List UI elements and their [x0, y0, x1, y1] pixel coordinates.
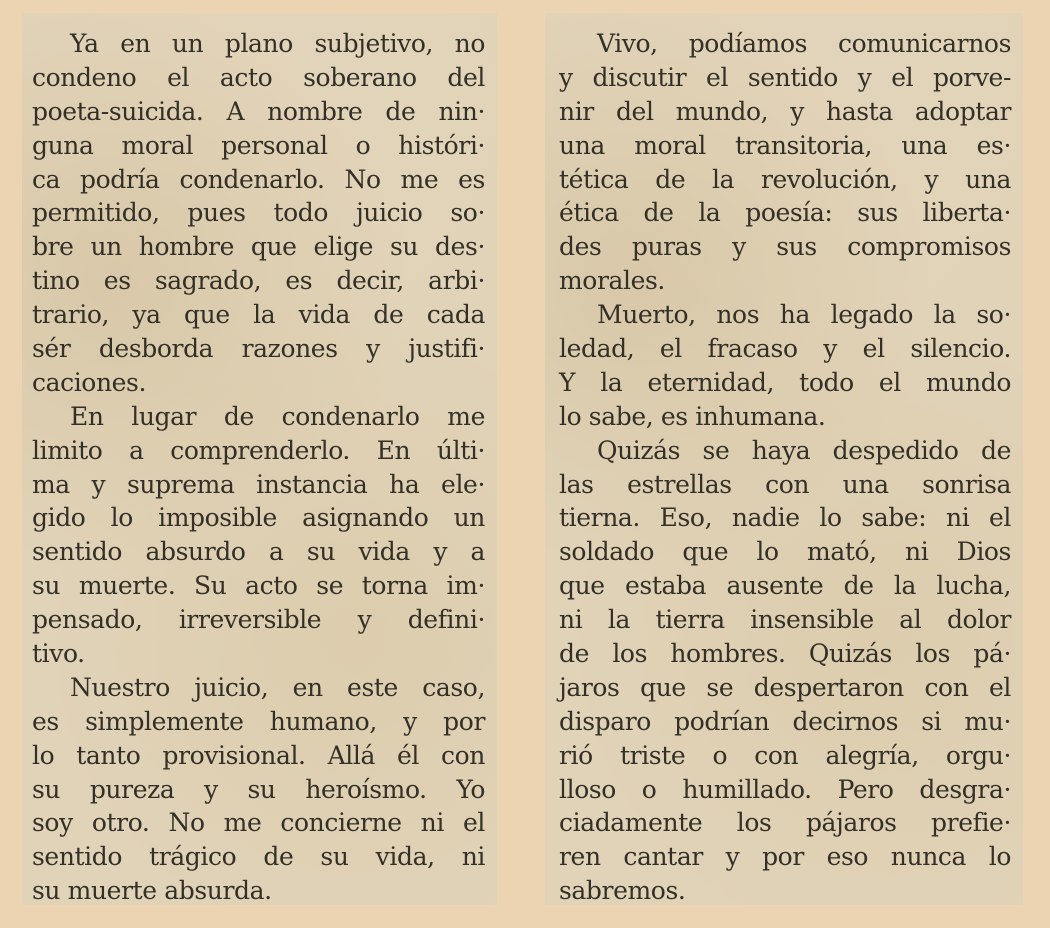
paragraph [559, 27, 1011, 298]
text-line: pensado, irreversible y defini· [32, 605, 485, 635]
text-line: caciones. [32, 367, 147, 397]
text-line: rió triste o con alegría, orgu· [559, 740, 1011, 770]
text-line: lo sabe, es inhumana. [559, 401, 826, 431]
text-line: soy otro. No me concierne ni el [32, 808, 485, 838]
text-line: guna moral personal o históri· [32, 130, 485, 160]
text-line: ledad, el fracaso y el silencio. [559, 334, 1011, 364]
text-line: En lugar de condenarlo me [70, 401, 485, 431]
text-line: y discutir el sentido y el porve- [559, 62, 1011, 92]
text-line: soldado que lo mató, ni Dios [559, 537, 1011, 567]
text-line: poeta-suicida. A nombre de nin· [32, 96, 485, 126]
text-line: Y la eternidad, todo el mundo [559, 367, 1011, 397]
text-line: ciadamente los pájaros prefie· [559, 808, 1011, 838]
text-line: ma y suprema instancia ha ele· [32, 469, 485, 499]
text-line: su muerte absurda. [32, 876, 272, 906]
text-line: Ya en un plano subjetivo, no [70, 29, 485, 58]
text-line: des puras y sus compromisos [559, 232, 1011, 262]
text-line: las estrellas con una sonrisa [559, 469, 1011, 499]
text-line: Muerto, nos ha legado la so· [597, 300, 1011, 330]
text-line: su muerte. Su acto se torna im· [32, 571, 485, 601]
text-line: nir del mundo, y hasta adoptar [559, 96, 1011, 126]
text-line: tierna. Eso, nadie lo sabe: ni el [559, 503, 1011, 533]
paragraph [32, 400, 485, 671]
newspaper-clipping-left-column [22, 13, 497, 905]
text-line: ren cantar y por eso nunca lo [559, 842, 1011, 872]
text-line: Vivo, podíamos comunicarnos [597, 29, 1011, 58]
paragraph [32, 27, 485, 400]
paragraph [32, 671, 485, 908]
text-line: Quizás se haya despedido de [597, 435, 1011, 465]
text-line: que estaba ausente de la lucha, [559, 571, 1011, 601]
text-line: sér desborda razones y justifi· [32, 334, 485, 364]
text-line: ni la tierra insensible al dolor [559, 605, 1011, 635]
text-line: de los hombres. Quizás los pá· [559, 639, 1011, 669]
text-line: es simplemente humano, y por [32, 706, 485, 736]
text-line: limito a comprenderlo. En últi· [32, 435, 485, 465]
text-line: condeno el acto soberano del [32, 62, 485, 92]
text-line: gido lo imposible asignando un [32, 503, 485, 533]
text-line: ética de la poesía: sus liberta· [559, 198, 1011, 228]
text-line: permitido, pues todo juicio so· [32, 198, 485, 228]
text-line: bre un hombre que elige su des· [32, 232, 485, 262]
text-line: lo tanto provisional. Allá él con [32, 740, 485, 770]
text-line: tivo. [32, 639, 85, 669]
paragraph [559, 434, 1011, 908]
text-line: tino es sagrado, es decir, arbi· [32, 266, 485, 296]
text-line: trario, ya que la vida de cada [32, 300, 485, 330]
text-line: sentido trágico de su vida, ni [32, 842, 485, 872]
paragraph [559, 298, 1011, 434]
text-line: ca podría condenarlo. No me es [32, 164, 485, 194]
text-line: tética de la revolución, y una [559, 164, 1011, 194]
text-line: jaros que se despertaron con el [559, 672, 1011, 702]
text-line: sabremos. [559, 876, 686, 906]
text-line: Nuestro juicio, en este caso, [70, 672, 485, 702]
text-line: sentido absurdo a su vida y a [32, 537, 485, 567]
text-line: una moral transitoria, una es· [559, 130, 1011, 160]
text-line: disparo podrían decirnos si mu· [559, 706, 1011, 736]
text-line: su pureza y su heroísmo. Yo [32, 774, 485, 804]
text-line: lloso o humillado. Pero desgra· [559, 774, 1011, 804]
text-line: morales. [559, 266, 665, 296]
newspaper-clipping-right-column [545, 13, 1023, 905]
